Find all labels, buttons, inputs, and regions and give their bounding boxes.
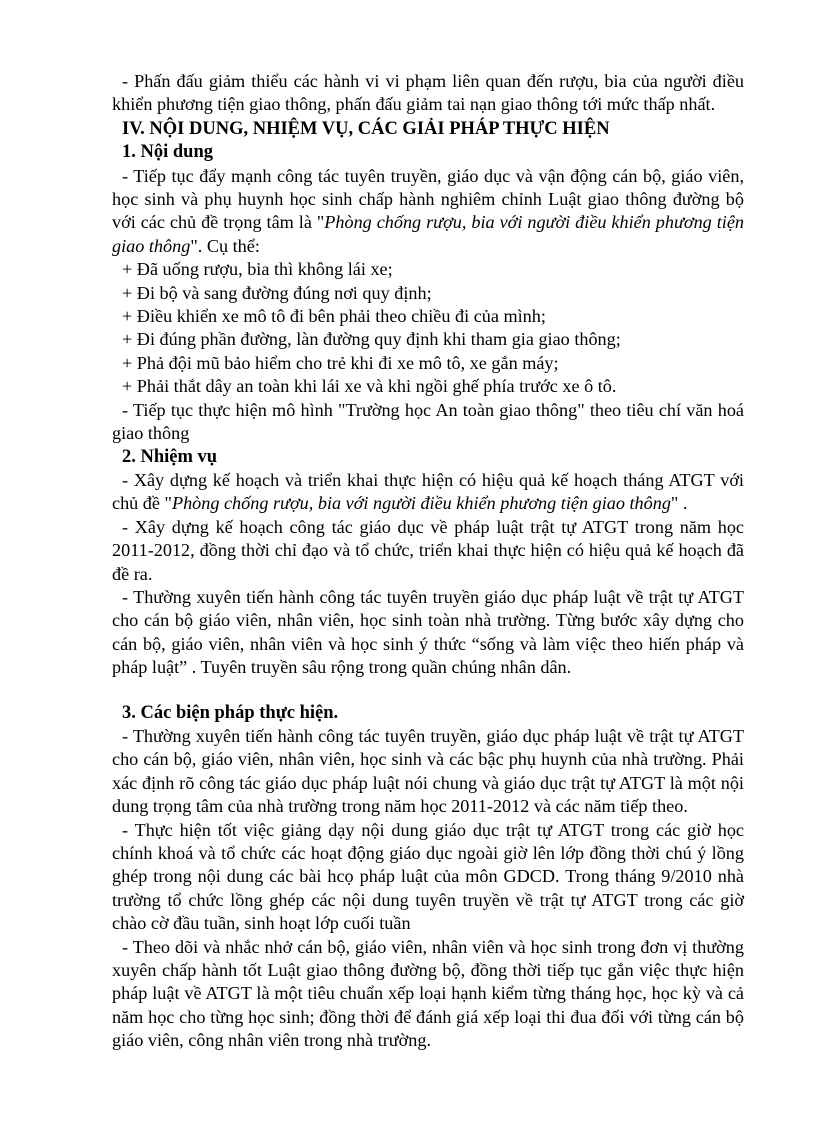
italic-topic: Phòng chống rượu, bia với người điều khiển phương tiện giao thông — [171, 493, 671, 514]
subsection-heading-bien-phap: 3. Các biện pháp thực hiện. — [122, 702, 339, 723]
bullet-item: + Điều khiển xe mô tô đi bên phải theo chiều đi của mình; — [122, 306, 546, 327]
bullet-item: + Phả đội mũ bảo hiểm cho trẻ khi đi xe mô tô, xe gắn máy; — [122, 352, 559, 373]
bullet-item: + Phải thắt dây an toàn khi lái xe và khi ngồi ghế phía trước xe ô tô. — [122, 376, 617, 397]
text-run: - Tiếp tục đẩy mạnh công tác tuyên truyền, giáo dục và vận động cán bộ, giáo viên, học sinh và phụ huynh học sinh chấp hành nghiêm chỉnh Luật giao thông đường bộ với các chủ đề trọng tâm là " — [112, 165, 744, 233]
bien-phap-paragraph-3: - Theo dõi và nhắc nhở cán bộ, giáo viên, nhân viên và học sinh trong đơn vị thường xuyên chấp hành tốt Luật giao thông đường bộ, đồng thời tiếp tục gắn việc thực hiện pháp luật về ATGT là một tiêu chuẩn xếp loại hạnh kiểm từng tháng học, học kỳ và cả năm học cho từng học sinh; đồng thời để đánh giá xếp loại thi đua đối với từng cán bộ giáo viên, công nhân viên trong nhà trường. — [112, 936, 744, 1051]
bullet-item: + Đi đúng phần đường, làn đường quy định khi tham gia giao thông; — [122, 329, 621, 350]
intro-paragraph: - Phấn đấu giảm thiểu các hành vi vi phạm liên quan đến rượu, bia của người điều khiển phương tiện giao thông, phấn đấu giảm tai nạn giao thông tới mức thấp nhất. — [112, 71, 744, 115]
text-run: - Xây dựng kế hoạch và triển khai thực hiện có hiệu quả kế hoạch tháng ATGT với chủ đề " — [112, 469, 744, 514]
text-run: ". Cụ thể: — [190, 235, 260, 256]
section-heading: IV. NỘI DUNG, NHIỆM VỤ, CÁC GIẢI PHÁP THỰC HIỆN — [122, 118, 610, 139]
italic-topic: Phòng chống rượu, bia với người điều khiển phương tiện giao thông — [112, 212, 744, 256]
nhiem-vu-paragraph-3: - Thường xuyên tiến hành công tác tuyên truyền giáo dục pháp luật về trật tự ATGT cho cán bộ giáo viên, nhân viên, học sinh toàn nhà trường. Từng bước xây dựng cho cán bộ, giáo viên, nhân viên và học sinh ý thức “sống và làm việc theo hiến pháp và pháp luật” . Tuyên truyền sâu rộng trong quần chúng nhân dân. — [112, 586, 744, 678]
subsection-heading-nhiem-vu: 2. Nhiệm vụ — [122, 446, 218, 467]
bullet-item: + Đã uống rượu, bia thì không lái xe; — [122, 259, 393, 280]
bien-phap-paragraph-1: - Thường xuyên tiến hành công tác tuyên truyền, giáo dục pháp luật về trật tự ATGT cho cán bộ, giáo viên, nhân viên, học sinh và các bậc phụ huynh của nhà trường. Phải xác định rõ công tác giáo dục pháp luật nói chung và giáo dục trật tự ATGT là một nội dung trọng tâm của nhà trường trong năm học 2011-2012 và các năm tiếp theo. — [112, 725, 744, 817]
bien-phap-paragraph-2: - Thực hiện tốt việc giảng dạy nội dung giáo dục trật tự ATGT trong các giờ học chính khoá và tổ chức các hoạt động giáo dục ngoài giờ lên lớp đồng thời chú ý lồng ghép trong nội dung các bài hcọ pháp luật của môn GDCD. Trong tháng 9/2010 nhà trường tổ chức lồng ghép các nội dung tuyên truyền về trật tự ATGT trong các giờ chào cờ đầu tuần, sinh hoạt lớp cuối tuần — [112, 819, 744, 934]
noi-dung-paragraph-2: - Tiếp tục thực hiện mô hình "Trường học An toàn giao thông" theo tiêu chí văn hoá giao thông — [112, 399, 744, 444]
nhiem-vu-paragraph-1 — [112, 469, 744, 516]
nhiem-vu-paragraph-2: - Xây dựng kế hoạch công tác giáo dục về pháp luật trật tự ATGT trong năm học 2011-2012, đồng thời chỉ đạo và tổ chức, triển khai thực hiện có hiệu quả kế hoạch đã đề ra. — [112, 516, 744, 584]
subsection-heading-noi-dung: 1. Nội dung — [122, 142, 213, 163]
bullet-item: + Đi bộ và sang đường đúng nơi quy định; — [122, 282, 432, 303]
text-run: " . — [670, 493, 688, 514]
noi-dung-paragraph — [112, 165, 744, 259]
